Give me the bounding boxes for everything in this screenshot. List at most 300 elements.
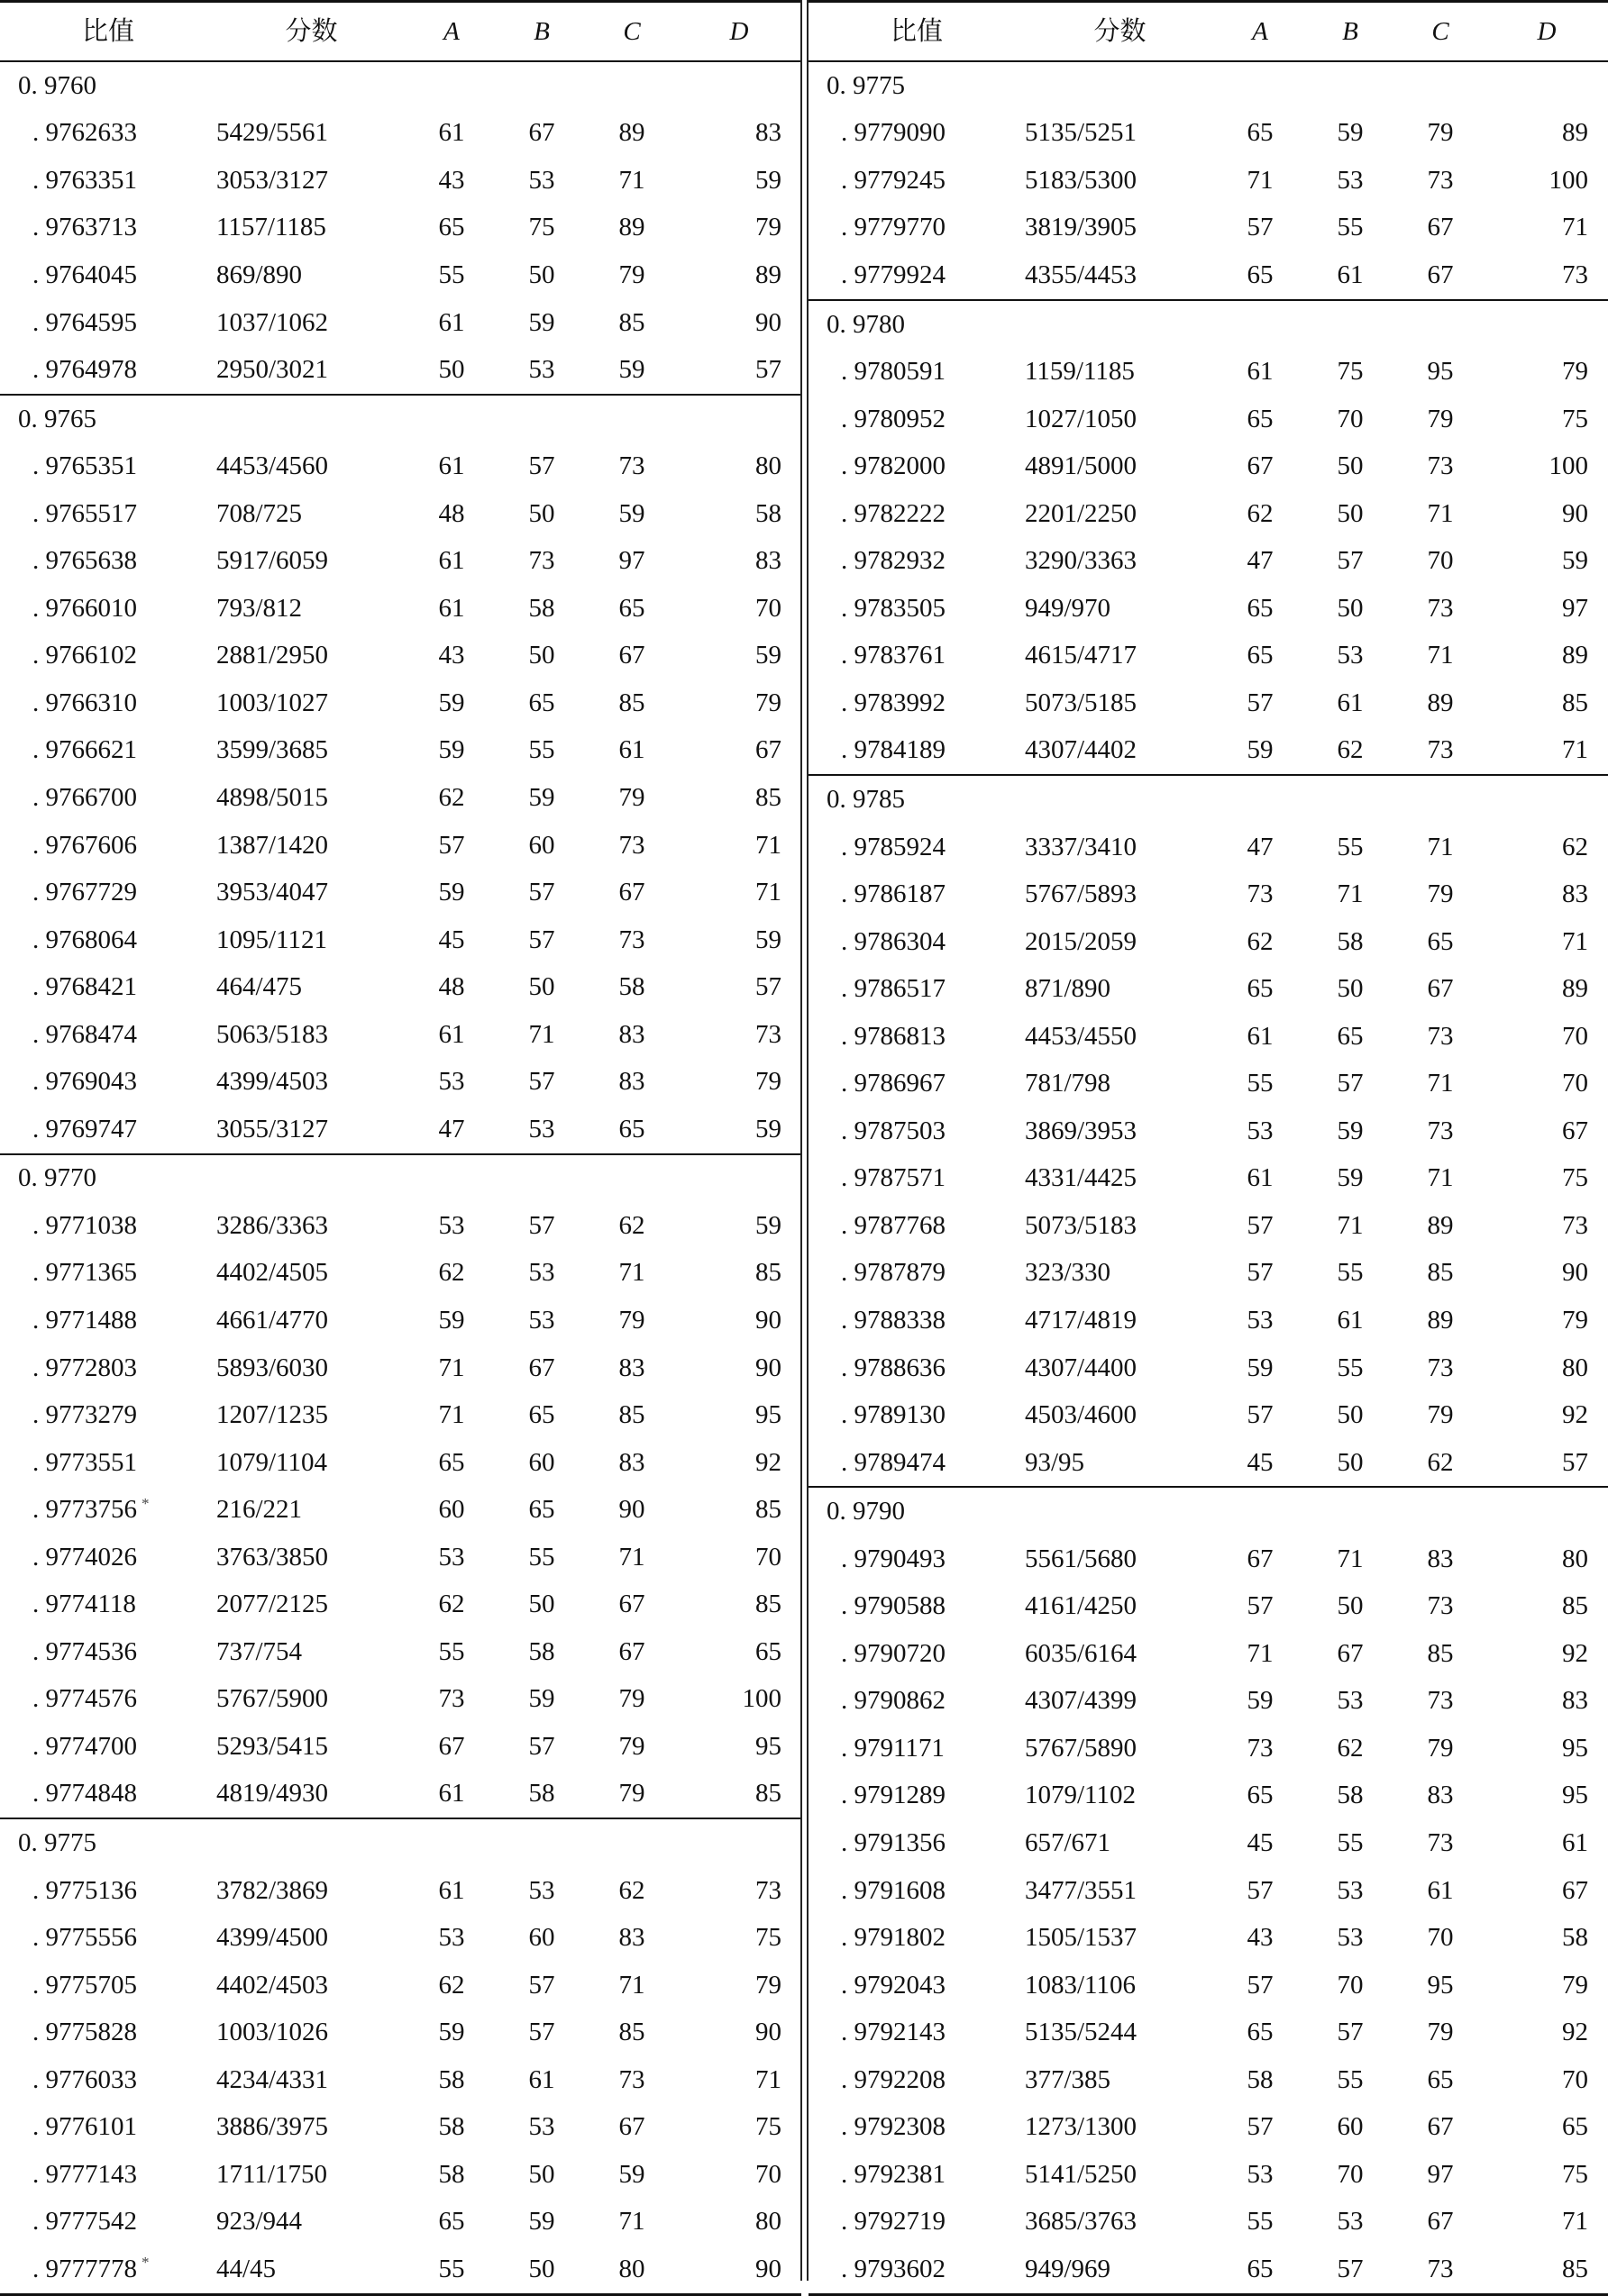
b-cell — [1305, 1962, 1395, 2009]
table-row — [0, 1439, 801, 1487]
b-cell-text: 53 — [1337, 2207, 1364, 2237]
fraction-cell — [1025, 824, 1215, 871]
ratio-cell-text: . 9772803 — [32, 1353, 137, 1382]
b-cell-text: 53 — [528, 355, 555, 385]
d-cell-text: 59 — [755, 641, 781, 670]
b-cell — [1305, 727, 1395, 776]
b-cell — [497, 1297, 587, 1344]
table-row — [809, 1914, 1608, 1962]
ratio-cell-text: . 9786813 — [841, 1021, 946, 1051]
b-cell — [497, 1202, 587, 1250]
ratio-cell — [0, 490, 216, 538]
d-cell — [677, 916, 801, 964]
a-cell-text: 57 — [1247, 1210, 1274, 1240]
ratio-cell-text: . 9790588 — [841, 1591, 946, 1621]
a-cell-text: 45 — [438, 925, 465, 954]
a-cell-text: 65 — [1247, 260, 1274, 289]
ratio-cell-text: . 9789130 — [841, 1400, 946, 1430]
d-cell — [1485, 1867, 1608, 1915]
d-cell-text: 85 — [755, 1590, 781, 1619]
table-row — [809, 2246, 1608, 2294]
table-header-row — [0, 2, 801, 62]
fraction-cell — [1025, 585, 1215, 633]
table-row — [809, 918, 1608, 966]
d-cell-text: 89 — [755, 260, 781, 289]
c-cell-text: 73 — [618, 451, 645, 481]
ratio-cell — [809, 1962, 1025, 2009]
ratio-cell — [0, 869, 216, 916]
fraction-cell-text: 4661/4770 — [216, 1305, 329, 1335]
table-row — [0, 1297, 801, 1344]
ratio-cell-text: . 9771365 — [32, 1258, 137, 1288]
b-cell — [1305, 205, 1395, 252]
c-cell — [587, 585, 677, 633]
ratio-cell-text: . 9780591 — [841, 357, 946, 387]
fraction-cell-text: 1157/1185 — [216, 213, 326, 242]
ratio-header: 比值 — [81, 16, 134, 46]
column-divider-line — [800, 0, 802, 2281]
fraction-cell-text: 3886/3975 — [216, 2112, 329, 2142]
right-table — [809, 0, 1608, 2296]
group-header-row — [0, 1154, 801, 1203]
c-cell-text: 67 — [618, 2112, 645, 2142]
a-cell — [407, 1011, 497, 1059]
b-cell-text: 65 — [528, 1495, 555, 1525]
c-cell — [587, 1914, 677, 1962]
c-cell — [587, 822, 677, 870]
b-cell — [1305, 110, 1395, 158]
table-row — [809, 585, 1608, 633]
b-cell — [497, 1106, 587, 1154]
ratio-cell — [0, 916, 216, 964]
d-cell-text: 70 — [755, 2159, 781, 2189]
d-cell — [1485, 1630, 1608, 1678]
b-cell — [1305, 1250, 1395, 1298]
b-cell-text: 50 — [528, 260, 555, 289]
ratio-cell-text: . 9766700 — [32, 782, 137, 812]
ratio-cell-text: . 9792308 — [841, 2112, 946, 2142]
ratio-cell — [809, 727, 1025, 776]
fraction-cell-text: 464/475 — [216, 972, 303, 1002]
a-cell-text: 61 — [1247, 1163, 1274, 1193]
ratio-cell — [809, 157, 1025, 205]
table-row — [0, 490, 801, 538]
ratio-cell-text: . 9774700 — [32, 1731, 137, 1761]
a-cell — [407, 1962, 497, 2009]
ratio-cell-text: . 9783992 — [841, 688, 946, 717]
ratio-cell-text: . 9782932 — [841, 546, 946, 576]
a-cell-text: 61 — [1247, 1021, 1274, 1051]
b-cell-text: 67 — [528, 1353, 555, 1382]
table-row — [809, 1107, 1608, 1155]
fraction-cell-text: 4234/4331 — [216, 2064, 329, 2094]
d-cell-text: 67 — [755, 735, 781, 765]
a-cell-text: 53 — [438, 1067, 465, 1097]
ratio-cell-text: . 9764978 — [32, 355, 137, 385]
fraction-cell — [1025, 1583, 1215, 1631]
c-cell — [587, 205, 677, 252]
a-cell-text: 59 — [438, 2018, 465, 2047]
b-cell — [497, 2199, 587, 2246]
table-row — [0, 963, 801, 1011]
d-cell — [677, 1106, 801, 1154]
ratio-cell-text: . 9779090 — [841, 118, 946, 148]
d-cell — [1485, 1250, 1608, 1298]
d-cell-text: 59 — [1562, 546, 1588, 576]
b-cell — [1305, 1819, 1395, 1867]
fraction-cell-text: 1003/1027 — [216, 688, 329, 717]
d-cell-text: 58 — [1562, 1923, 1588, 1953]
fraction-cell — [1025, 1630, 1215, 1678]
ratio-cell-text: . 9773279 — [32, 1400, 137, 1430]
b-cell — [497, 822, 587, 870]
d-cell — [677, 1250, 801, 1298]
b-cell-text: 53 — [528, 2112, 555, 2142]
d-cell — [1485, 633, 1608, 680]
a-cell — [1215, 1583, 1305, 1631]
d-cell-text: 73 — [755, 1875, 781, 1905]
d-cell — [677, 442, 801, 490]
fraction-cell-text: 1273/1300 — [1025, 2112, 1137, 2142]
ratio-cell — [0, 299, 216, 347]
b-cell-text: 53 — [528, 1875, 555, 1905]
d-cell — [1485, 2246, 1608, 2294]
ratio-cell — [809, 1013, 1025, 1061]
d-cell — [677, 205, 801, 252]
c-cell — [587, 1723, 677, 1771]
table-row — [0, 774, 801, 822]
ratio-cell — [809, 1583, 1025, 1631]
a-cell — [407, 2246, 497, 2294]
a-cell-text: 65 — [1247, 404, 1274, 433]
ratio-cell-text: . 9769043 — [32, 1067, 137, 1097]
fraction-cell — [216, 1391, 407, 1439]
d-cell — [1485, 348, 1608, 396]
d-cell — [677, 2104, 801, 2152]
c-cell-text: 79 — [618, 260, 645, 289]
d-cell-text: 89 — [1562, 641, 1588, 670]
ratio-cell — [0, 1486, 216, 1534]
b-cell-text: 60 — [528, 1923, 555, 1953]
d-cell — [677, 157, 801, 205]
d-cell — [1485, 1202, 1608, 1250]
table-row — [809, 1439, 1608, 1488]
c-cell — [1395, 727, 1485, 776]
group-header-row — [809, 300, 1608, 349]
c-cell-text: 79 — [618, 1779, 645, 1809]
fraction-cell-text: 377/385 — [1025, 2064, 1111, 2094]
ratio-cell-text: . 9774848 — [32, 1779, 137, 1809]
table-row — [809, 2056, 1608, 2104]
a-cell-text: 71 — [438, 1400, 465, 1430]
a-cell — [1215, 2246, 1305, 2294]
table-row — [809, 727, 1608, 776]
table-row — [0, 2056, 801, 2104]
c-cell-text: 73 — [1427, 1828, 1454, 1857]
ratio-cell — [0, 1962, 216, 2009]
ratio-cell — [809, 585, 1025, 633]
d-cell-text: 70 — [1562, 1021, 1588, 1051]
b-cell-text: 55 — [528, 735, 555, 765]
c-cell — [587, 869, 677, 916]
d-cell — [1485, 679, 1608, 727]
b-cell-text: 53 — [528, 165, 555, 195]
c-cell-text: 85 — [618, 1400, 645, 1430]
c-cell-text: 59 — [618, 2159, 645, 2189]
group-header-row — [809, 775, 1608, 824]
b-cell — [1305, 1107, 1395, 1155]
table-row — [809, 679, 1608, 727]
fraction-cell-text: 4453/4550 — [1025, 1021, 1137, 1051]
table-row — [0, 110, 801, 158]
a-cell — [407, 633, 497, 680]
a-cell — [1215, 2056, 1305, 2104]
d-cell-text: 71 — [1562, 926, 1588, 956]
c-cell — [1395, 679, 1485, 727]
fraction-cell — [216, 774, 407, 822]
fraction-cell-text: 5293/5415 — [216, 1731, 329, 1761]
ratio-cell — [0, 537, 216, 585]
table-row — [0, 1486, 801, 1534]
a-cell-text: 62 — [438, 1590, 465, 1619]
fraction-cell-text: 2201/2250 — [1025, 498, 1137, 528]
b-cell-text: 53 — [1337, 641, 1364, 670]
d-cell — [677, 1534, 801, 1581]
c-cell — [587, 110, 677, 158]
b-cell-text: 58 — [1337, 1781, 1364, 1810]
fraction-cell — [1025, 1725, 1215, 1772]
a-cell-text: 47 — [1247, 546, 1274, 576]
fraction-cell — [216, 299, 407, 347]
fraction-cell-text: 4355/4453 — [1025, 260, 1137, 289]
ratio-cell-text: . 9786517 — [841, 974, 946, 1004]
b-cell-text: 62 — [1337, 735, 1364, 765]
b-cell — [497, 1723, 587, 1771]
fraction-cell-text: 1505/1537 — [1025, 1923, 1137, 1953]
fraction-cell — [216, 2009, 407, 2056]
d-cell-text: 61 — [1562, 1828, 1588, 1857]
c-cell-text: 62 — [618, 1210, 645, 1240]
fraction-cell-text: 1159/1185 — [1025, 357, 1135, 387]
d-cell-text: 71 — [1562, 2207, 1588, 2237]
group-label: 0. 9760 — [18, 70, 96, 100]
d-cell-text: 65 — [1562, 2112, 1588, 2142]
c-cell — [587, 1106, 677, 1154]
fraction-cell-text: 4615/4717 — [1025, 641, 1137, 670]
a-header: A — [443, 16, 460, 46]
b-cell-text: 55 — [1337, 213, 1364, 242]
fraction-cell-text: 1079/1102 — [1025, 1781, 1136, 1810]
ratio-cell-text: . 9775556 — [32, 1923, 137, 1953]
fraction-cell-text: 737/754 — [216, 1636, 303, 1666]
ratio-cell-text: . 9788636 — [841, 1353, 946, 1382]
c-cell-text: 83 — [618, 1447, 645, 1477]
ratio-cell-text: . 9766621 — [32, 735, 137, 765]
a-cell-text: 48 — [438, 498, 465, 528]
a-cell — [407, 2151, 497, 2199]
ratio-cell-text: . 9763351 — [32, 165, 137, 195]
d-cell-text: 100 — [1549, 451, 1588, 481]
table-row — [809, 824, 1608, 871]
a-cell — [407, 1723, 497, 1771]
b-cell — [497, 963, 587, 1011]
b-cell-text: 71 — [1337, 1210, 1364, 1240]
d-cell-text: 75 — [1562, 2159, 1588, 2189]
d-cell — [677, 2246, 801, 2294]
fraction-cell-text: 4161/4250 — [1025, 1591, 1137, 1621]
ratio-cell — [809, 1819, 1025, 1867]
fraction-cell — [1025, 1535, 1215, 1583]
fraction-cell — [216, 1628, 407, 1676]
fraction-cell — [1025, 251, 1215, 300]
c-cell-text: 59 — [618, 355, 645, 385]
a-cell — [407, 1867, 497, 1915]
c-cell — [1395, 1772, 1485, 1820]
a-cell-text: 62 — [438, 782, 465, 812]
d-cell — [1485, 205, 1608, 252]
b-cell-text: 59 — [528, 782, 555, 812]
a-cell — [407, 1486, 497, 1534]
b-cell-text: 70 — [1337, 404, 1364, 433]
fraction-cell-text: 2950/3021 — [216, 355, 329, 385]
ratio-cell — [809, 965, 1025, 1013]
a-cell-text: 58 — [438, 2112, 465, 2142]
c-cell-text: 83 — [618, 1019, 645, 1049]
fraction-cell — [1025, 1678, 1215, 1726]
a-cell — [407, 727, 497, 775]
a-cell — [407, 1058, 497, 1106]
fraction-cell — [1025, 2199, 1215, 2246]
a-cell-text: 58 — [438, 2064, 465, 2094]
c-cell — [587, 442, 677, 490]
c-cell — [1395, 1535, 1485, 1583]
table-row — [809, 1772, 1608, 1820]
c-cell-text: 85 — [618, 2018, 645, 2047]
c-cell — [587, 2104, 677, 2152]
fraction-cell-text: 4307/4402 — [1025, 735, 1137, 765]
b-cell — [497, 916, 587, 964]
ratio-cell — [809, 537, 1025, 585]
table-row — [809, 1344, 1608, 1392]
ratio-cell — [0, 633, 216, 680]
d-cell-text: 79 — [755, 1067, 781, 1097]
d-cell — [677, 537, 801, 585]
a-cell — [407, 299, 497, 347]
fraction-cell-text: 2015/2059 — [1025, 926, 1137, 956]
ratio-cell-text: . 9777143 — [32, 2159, 137, 2189]
b-cell — [1305, 1678, 1395, 1726]
b-cell-text: 58 — [528, 1636, 555, 1666]
ratio-cell — [0, 1297, 216, 1344]
d-cell-text: 80 — [755, 451, 781, 481]
b-cell-text: 62 — [1337, 1733, 1364, 1763]
d-cell-text: 92 — [1562, 2018, 1588, 2047]
ratio-cell — [0, 2246, 216, 2294]
fraction-cell — [216, 2104, 407, 2152]
a-cell — [1215, 1060, 1305, 1107]
ratio-cell-text: . 9782222 — [841, 498, 946, 528]
fraction-cell — [1025, 870, 1215, 918]
d-header: D — [1537, 16, 1557, 46]
a-cell — [1215, 1962, 1305, 2009]
c-cell — [587, 1058, 677, 1106]
ratio-cell-text: . 9786187 — [841, 879, 946, 909]
ratio-cell-text: . 9774118 — [32, 1590, 136, 1619]
c-cell-text: 71 — [1427, 1163, 1454, 1193]
a-cell-text: 71 — [438, 1353, 465, 1382]
table-row — [809, 490, 1608, 538]
c-cell-text: 89 — [1427, 1210, 1454, 1240]
ratio-cell-text: . 9785924 — [841, 832, 946, 861]
d-cell — [1485, 918, 1608, 966]
fraction-cell-text: 923/944 — [216, 2207, 303, 2237]
ratio-cell-text: . 9766102 — [32, 641, 137, 670]
ratio-cell — [0, 1628, 216, 1676]
fraction-cell — [1025, 1867, 1215, 1915]
c-cell-text: 73 — [1427, 1591, 1454, 1621]
d-cell-text: 71 — [1562, 213, 1588, 242]
fraction-cell — [216, 157, 407, 205]
b-cell-text: 59 — [1337, 1163, 1364, 1193]
d-cell-text: 97 — [1562, 593, 1588, 623]
d-cell-text: 59 — [755, 1114, 781, 1143]
c-cell — [1395, 537, 1485, 585]
d-cell — [677, 1628, 801, 1676]
b-cell-text: 61 — [528, 2064, 555, 2094]
c-cell — [1395, 1013, 1485, 1061]
ratio-cell — [809, 110, 1025, 158]
d-cell-text: 85 — [755, 1258, 781, 1288]
table-row — [0, 1391, 801, 1439]
c-cell — [1395, 1914, 1485, 1962]
c-cell-text: 67 — [1427, 213, 1454, 242]
d-cell-text: 85 — [1562, 1591, 1588, 1621]
b-cell-text: 50 — [528, 641, 555, 670]
c-cell-text: 79 — [618, 1305, 645, 1335]
d-cell — [677, 1391, 801, 1439]
left-table-body — [0, 61, 801, 2294]
table-row — [809, 1297, 1608, 1344]
group-label: 0. 9770 — [18, 1163, 96, 1193]
a-cell — [407, 1676, 497, 1724]
c-cell-text: 70 — [1427, 1923, 1454, 1953]
c-cell-text: 67 — [618, 878, 645, 907]
b-cell — [497, 1867, 587, 1915]
a-cell — [1215, 1202, 1305, 1250]
d-cell — [1485, 110, 1608, 158]
fraction-cell — [1025, 1344, 1215, 1392]
fraction-cell — [216, 1723, 407, 1771]
d-cell-text: 62 — [1562, 832, 1588, 861]
a-cell — [407, 869, 497, 916]
fraction-cell-text: 4453/4560 — [216, 451, 329, 481]
b-cell — [497, 490, 587, 538]
c-cell — [1395, 490, 1485, 538]
c-cell — [1395, 2246, 1485, 2294]
fraction-cell-text: 4307/4399 — [1025, 1686, 1137, 1716]
b-cell-text: 55 — [1337, 1828, 1364, 1857]
fraction-cell-text: 1083/1106 — [1025, 1970, 1136, 2000]
b-cell-text: 57 — [1337, 2018, 1364, 2047]
c-cell-text: 89 — [618, 118, 645, 148]
fraction-cell — [1025, 2056, 1215, 2104]
a-cell-text: 71 — [1247, 165, 1274, 195]
fraction-cell — [216, 1867, 407, 1915]
a-cell-text: 62 — [1247, 926, 1274, 956]
c-cell-text: 67 — [1427, 2112, 1454, 2142]
c-cell-text: 67 — [1427, 260, 1454, 289]
fraction-cell-text: 5561/5680 — [1025, 1544, 1137, 1573]
